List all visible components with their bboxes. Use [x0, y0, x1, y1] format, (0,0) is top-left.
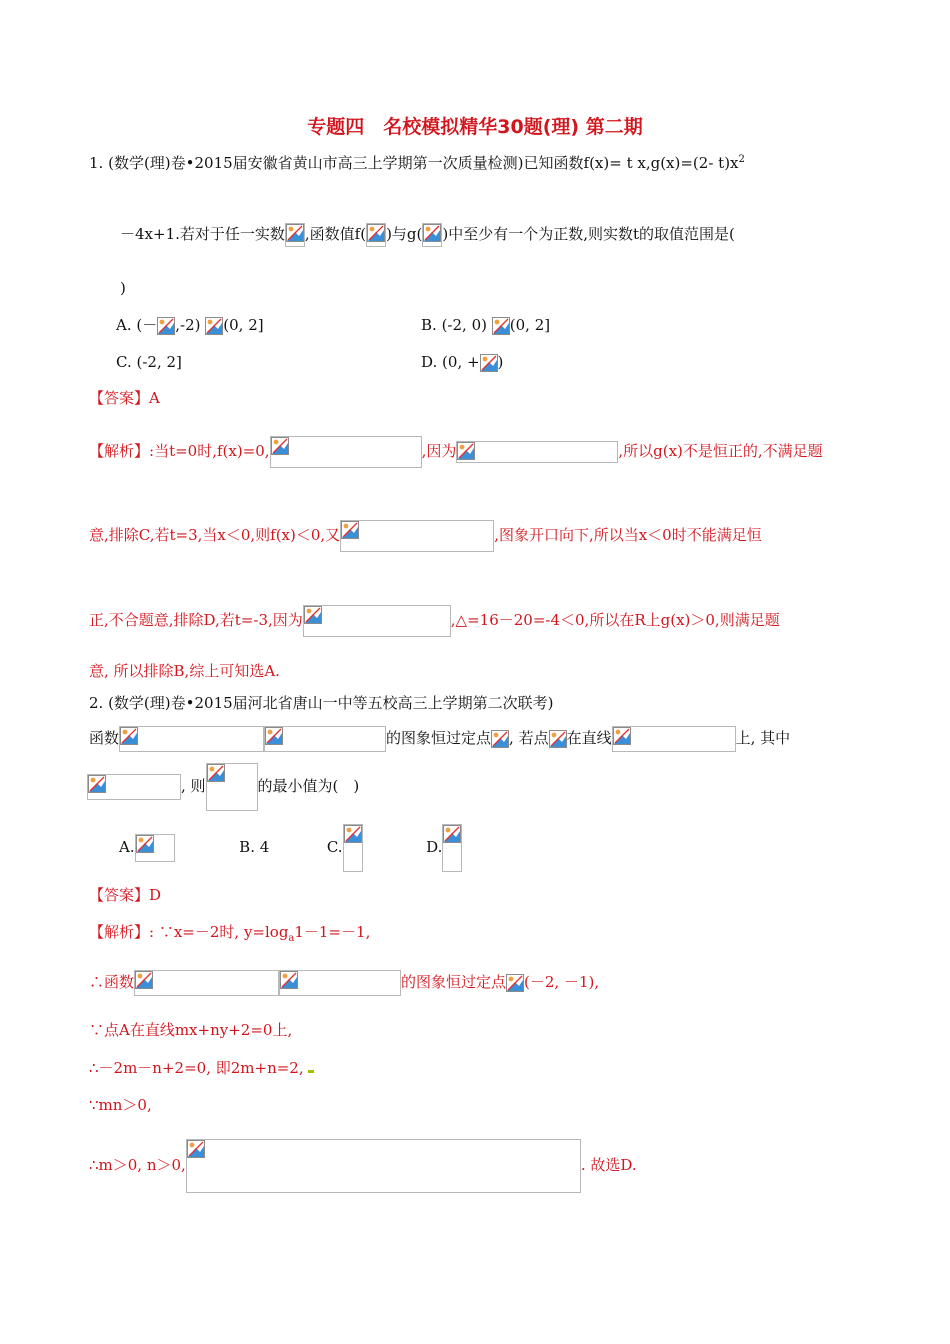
q2-option-a: A. — [119, 838, 175, 856]
q1-option-c: C. (-2, 2] — [116, 353, 182, 371]
q2-source: 2. (数学(理)卷•2015届河北省唐山一中等五校高三上学期第二次联考) — [89, 694, 554, 712]
q1-stem-line3: ) — [120, 279, 126, 297]
broken-image-icon — [187, 1140, 205, 1158]
broken-image-icon — [135, 971, 153, 989]
broken-image-icon — [157, 317, 175, 335]
q2-stem-line1: 函数 的图象恒过定点 , 若点 在直线 上, 其中 — [89, 726, 790, 752]
q2-explanation-line4: ∴－2m－n+2=0, 即2m+n=2, — [89, 1058, 314, 1078]
formula-image — [264, 726, 386, 752]
broken-image-icon — [506, 974, 524, 992]
formula-image — [279, 970, 401, 996]
q2-explanation-line2: ∴函数 的图象恒过定点 (－2, －1), — [89, 970, 599, 996]
q2-stem-line2: , 则 的最小值为( ) — [87, 762, 359, 811]
formula-image — [612, 726, 736, 752]
broken-image-icon — [367, 224, 385, 242]
broken-image-icon — [207, 764, 225, 782]
formula-image — [456, 441, 618, 463]
formula-image — [442, 824, 462, 872]
text-marker — [308, 1070, 314, 1073]
broken-image-icon — [443, 825, 461, 843]
q2-explanation-line5: ∵mn＞0, — [89, 1096, 152, 1114]
q2-option-b: B. 4 — [239, 838, 270, 856]
q1-explanation-line2: 意,排除C,若t=3,当x＜0,则f(x)＜0,又 ,图象开口向下,所以当x＜0时不能满足恒 — [89, 520, 762, 552]
q2-explanation-line6: ∴m＞0, n＞0, . 故选D. — [89, 1138, 637, 1193]
broken-image-icon — [304, 606, 322, 624]
broken-image-icon — [205, 317, 223, 335]
formula-image — [134, 970, 279, 996]
broken-image-icon — [341, 521, 359, 539]
formula-image — [366, 223, 386, 247]
broken-image-icon — [480, 354, 498, 372]
broken-image-icon — [280, 971, 298, 989]
formula-image — [285, 223, 305, 247]
q1-explanation-line1: 【解析】:当t=0时,f(x)=0, ,因为 ,所以g(x)不是恒正的,不满足题 — [89, 436, 823, 468]
broken-image-icon — [457, 442, 475, 460]
q1-explanation-line4: 意, 所以排除B,综上可知选A. — [89, 662, 280, 680]
q2-options — [119, 823, 462, 872]
broken-image-icon — [344, 825, 362, 843]
q2-explanation-line1: 【解析】: ∵x=－2时, $y=\log_a1-1=-1$, — [89, 923, 371, 944]
page-title: 专题四 名校模拟精华30题(理) 第二期 — [307, 116, 643, 138]
broken-image-icon — [549, 730, 567, 748]
q1-stem-line2: －4x+1.若对于任一实数 ,函数值f( )与g( )中至少有一个为正数,则实数t的取值范围是( — [120, 223, 735, 247]
q2-option-c: C. — [327, 838, 363, 856]
q2-answer: 【答案】D — [89, 886, 162, 904]
formula-image — [87, 774, 181, 800]
q1-option-b: B. (-2, 0) (0, 2] — [421, 316, 551, 334]
broken-image-icon — [423, 224, 441, 242]
formula-image — [186, 1139, 581, 1193]
broken-image-icon — [120, 727, 138, 745]
formula-image — [343, 824, 363, 872]
formula-image — [135, 834, 175, 862]
formula-image — [270, 436, 422, 468]
broken-image-icon — [613, 727, 631, 745]
broken-image-icon — [265, 727, 283, 745]
formula-image — [340, 520, 494, 552]
broken-image-icon — [491, 730, 509, 748]
broken-image-icon — [88, 775, 106, 793]
q2-option-d: D. — [426, 838, 462, 856]
q1-stem-line1: 1. (数学(理)卷•2015届安徽省黄山市高三上学期第一次质量检测)已知函数f(x)= t x,g(x)=(2- $t)x^2$ — [89, 154, 745, 172]
broken-image-icon — [136, 835, 154, 853]
broken-image-icon — [492, 317, 510, 335]
formula-image — [206, 763, 258, 811]
q2-explanation-line3: ∵点A在直线mx+ny+2=0上, — [89, 1021, 293, 1039]
q1-explanation-line3: 正,不合题意,排除D,若t=-3,因为 ,△=16－20=-4＜0,所以在R上g(x)＞0,则满足题 — [89, 605, 780, 637]
q1-answer: 【答案】A — [89, 389, 160, 407]
formula-image — [422, 223, 442, 247]
q1-option-a: A. (－ ,-2) (0, 2] — [116, 316, 264, 334]
formula-image — [119, 726, 264, 752]
broken-image-icon — [271, 437, 289, 455]
broken-image-icon — [286, 224, 304, 242]
q1-option-d: D. (0, + ) — [421, 353, 504, 371]
formula-image — [303, 605, 451, 637]
